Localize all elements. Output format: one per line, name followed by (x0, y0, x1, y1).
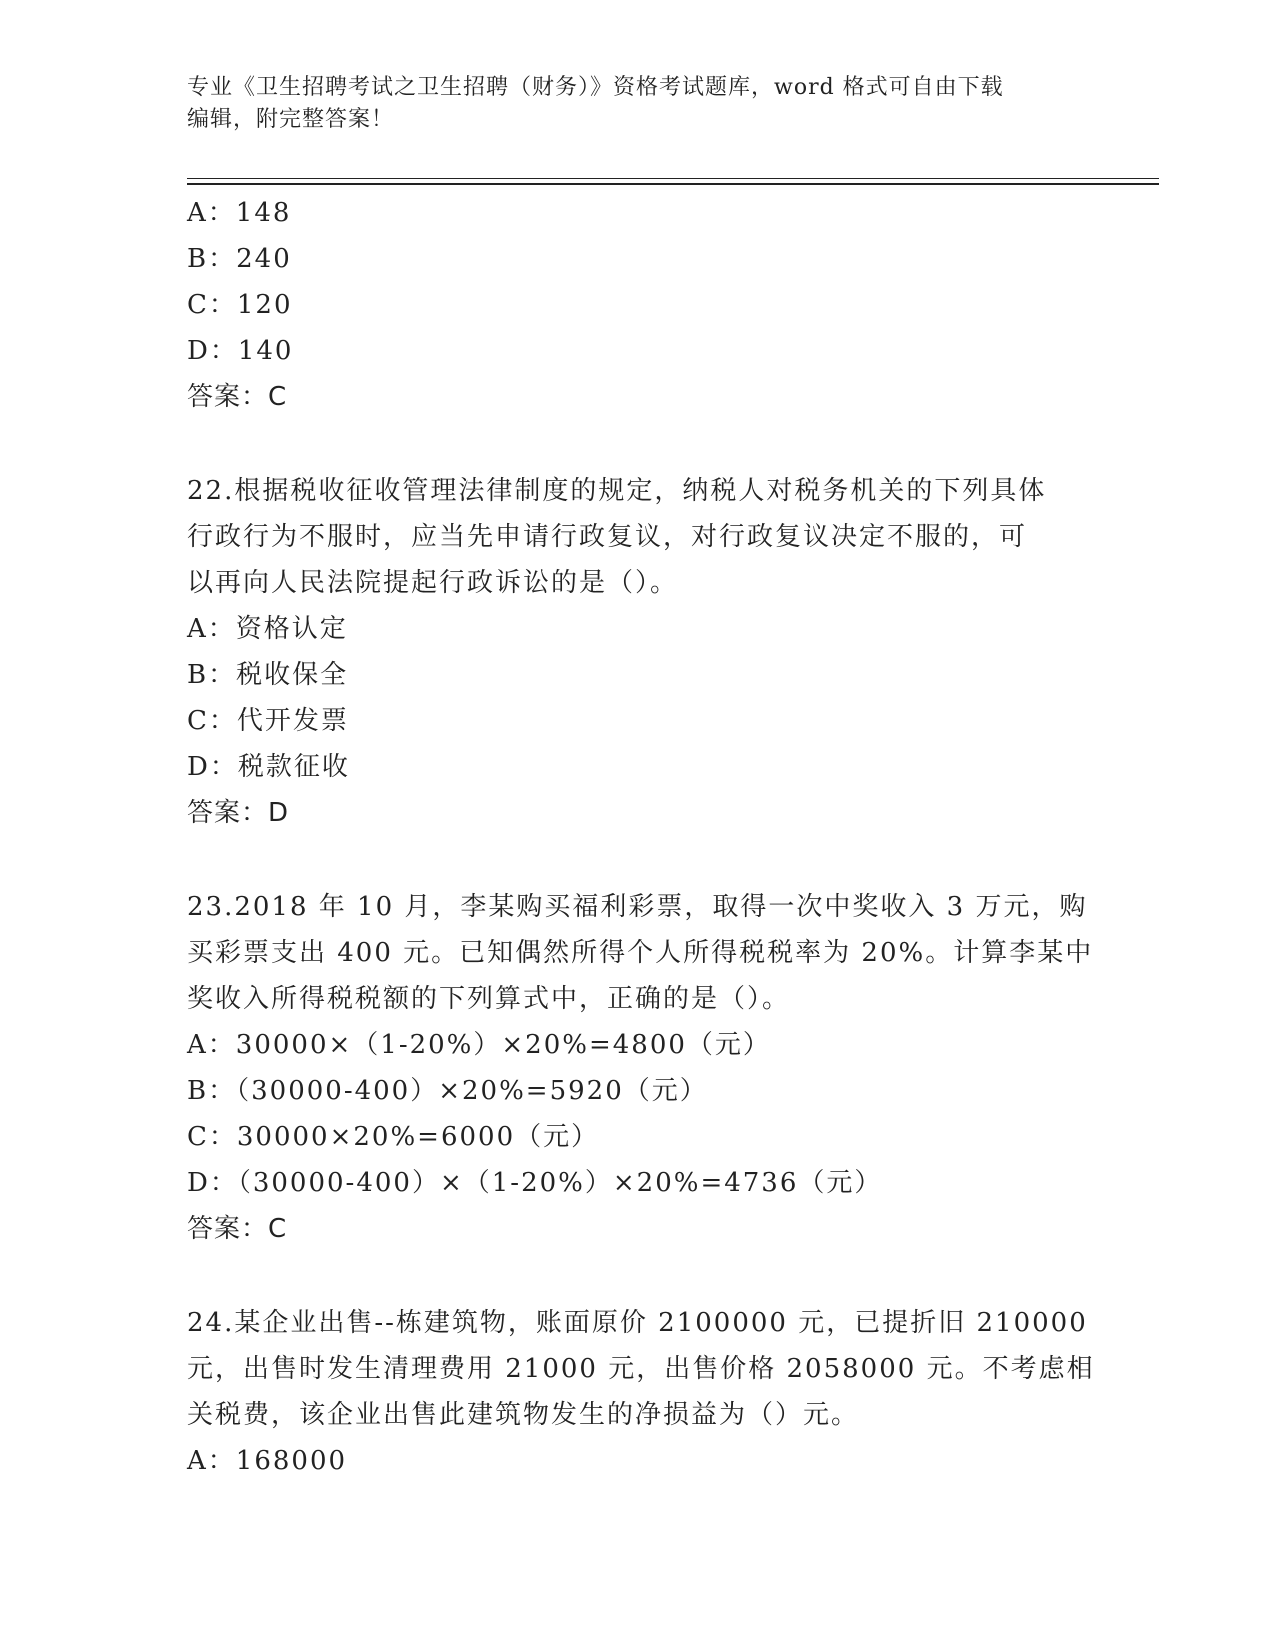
question-text-line: 以再向人民法院提起行政诉讼的是（）。 (187, 568, 679, 598)
question-text-line: 奖收入所得税税额的下列算式中，正确的是（）。 (187, 984, 791, 1014)
question-text-line: 买彩票支出 400 元。已知偶然所得个人所得税税率为 20%。计算李某中 (187, 938, 1094, 968)
question-text-line: 关税费，该企业出售此建筑物发生的净损益为（）元。 (187, 1400, 860, 1430)
question-text-line: 行政行为不服时，应当先申请行政复议，对行政复议决定不服的，可 (187, 522, 1028, 552)
spacer (187, 420, 1087, 468)
header-divider-thin (187, 178, 1159, 179)
question-text-line: 24.某企业出售--栋建筑物，账面原价 2100000 元，已提折旧 210000 (187, 1308, 1088, 1338)
question-text-line: 22.根据税收征收管理法律制度的规定，纳税人对税务机关的下列具体 (187, 476, 1047, 506)
header-line-1: 专业《卫生招聘考试之卫生招聘（财务）》资格考试题库，word 格式可自由下载 (187, 75, 1004, 100)
option-c: C：30000×20%=6000（元） (187, 1122, 600, 1152)
option-a: A：168000 (187, 1446, 348, 1476)
question-24 (187, 1300, 1095, 1484)
option-d: D：税款征收 (187, 752, 350, 782)
option-d: D：140 (187, 336, 294, 366)
question-23 (187, 884, 1094, 1252)
answer: 答案：D (187, 798, 290, 828)
question-22 (187, 468, 1087, 836)
option-a: A：148 (187, 198, 292, 228)
document-header (187, 72, 1067, 136)
option-a: A：30000×（1-20%）×20%=4800（元） (187, 1030, 771, 1060)
spacer (187, 836, 1087, 884)
option-b: B：（30000-400）×20%=5920（元） (187, 1076, 708, 1106)
header-divider-thick (187, 183, 1159, 185)
question-text-line: 23.2018 年 10 月，李某购买福利彩票，取得一次中奖收入 3 万元，购 (187, 892, 1088, 922)
spacer (187, 1252, 1087, 1300)
question-21 (187, 190, 1087, 420)
question-content (187, 190, 1095, 1484)
option-b: B：税收保全 (187, 660, 349, 690)
question-text (187, 1300, 1095, 1438)
question-text (187, 884, 1094, 1022)
header-line-2: 编辑，附完整答案！ (187, 107, 395, 132)
question-text-line: 元，出售时发生清理费用 21000 元，出售价格 2058000 元。不考虑相 (187, 1354, 1095, 1384)
option-a: A：资格认定 (187, 614, 348, 644)
question-text (187, 468, 1087, 606)
option-b: B：240 (187, 244, 292, 274)
answer: 答案：C (187, 382, 288, 412)
answer: 答案：C (187, 1214, 288, 1244)
option-c: C：代开发票 (187, 706, 349, 736)
option-d: D：（30000-400）×（1-20%）×20%=4736（元） (187, 1168, 883, 1198)
option-c: C：120 (187, 290, 293, 320)
